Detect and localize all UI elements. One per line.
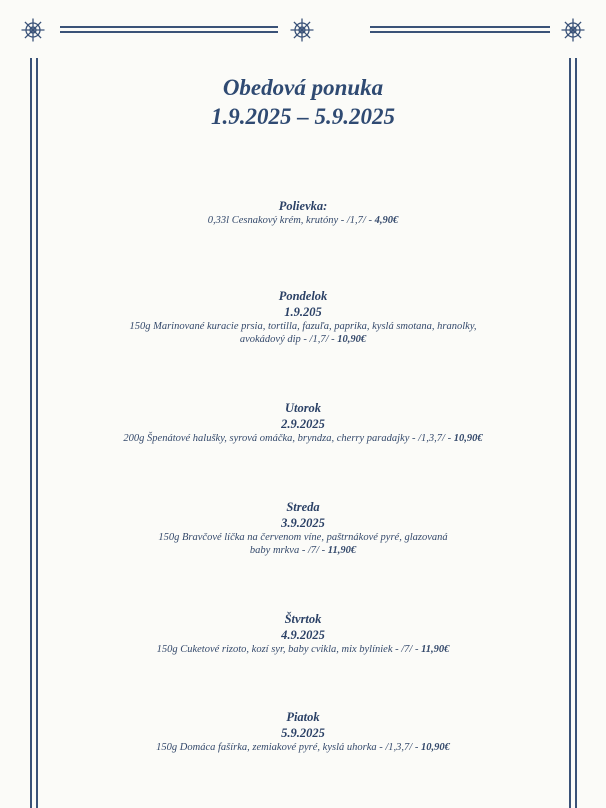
day-date: 5.9.2025 [281,726,325,740]
dish-price: 11,90€ [421,644,450,655]
dish-line [70,741,536,754]
dish-text: baby mrkva - /7/ - [249,545,328,556]
frame-line [60,31,278,33]
frame-line [36,58,38,808]
day-section-tuesday [70,400,536,445]
soup-section [70,198,536,227]
day-section-monday [70,288,536,346]
day-name: Streda [286,500,320,514]
day-name: Piatok [286,710,320,724]
soup-description [70,214,536,227]
frame-line [370,31,550,33]
frame-line [370,26,550,28]
frame-line [30,58,32,808]
soup-heading: Polievka: [278,199,328,213]
dish-line [70,643,536,656]
day-name: Pondelok [278,289,328,303]
dish-price: 10,90€ [420,742,450,753]
dish-line: 150g Marinované kuracie prsia, tortilla, fazuľa, paprika, kyslá smotana, hranolky, [129,321,477,332]
day-date: 4.9.2025 [281,628,325,642]
frame-line [569,58,571,808]
date-range: 1.9.2025 – 5.9.2025 [211,104,395,129]
dish-price: 11,90€ [327,545,357,556]
soup-price: 4,90€ [374,215,399,226]
dish-text: 200g Špenátové halušky, syrová omáčka, bryndza, cherry paradajky - /1,3,7/ - [123,433,454,444]
ships-wheel-icon [20,17,46,43]
dish-line: 150g Bravčové líčka na červenom víne, paštrnákové pyré, glazovaná [158,532,448,543]
day-section-friday [70,709,536,754]
dish-price: 10,90€ [337,334,367,345]
dish-line [70,432,536,445]
day-date: 2.9.2025 [281,417,325,431]
day-date: 1.9.205 [284,305,322,319]
day-name: Štvrtok [284,612,322,626]
dish-text: 150g Cuketové rizoto, kozí syr, baby cvikla, mix bylíniek - /7/ - [156,644,422,655]
frame-line [60,26,278,28]
dish-line [70,333,536,346]
dish-text: avokádový dip - /1,7/ - [239,334,338,345]
ships-wheel-icon [289,17,315,43]
day-section-wednesday [70,499,536,557]
page-title: Obedová ponuka [222,75,384,100]
dish-price: 10,90€ [453,433,483,444]
day-name: Utorok [284,401,322,415]
day-section-thursday [70,611,536,656]
ships-wheel-icon [560,17,586,43]
dish-line [70,544,536,557]
soup-text: 0,33l Cesnakový krém, krutóny - /1,7/ - [207,215,375,226]
dish-text: 150g Domáca fašírka, zemiakové pyré, kyslá uhorka - /1,3,7/ - [156,742,421,753]
day-date: 3.9.2025 [281,516,325,530]
frame-line [575,58,577,808]
